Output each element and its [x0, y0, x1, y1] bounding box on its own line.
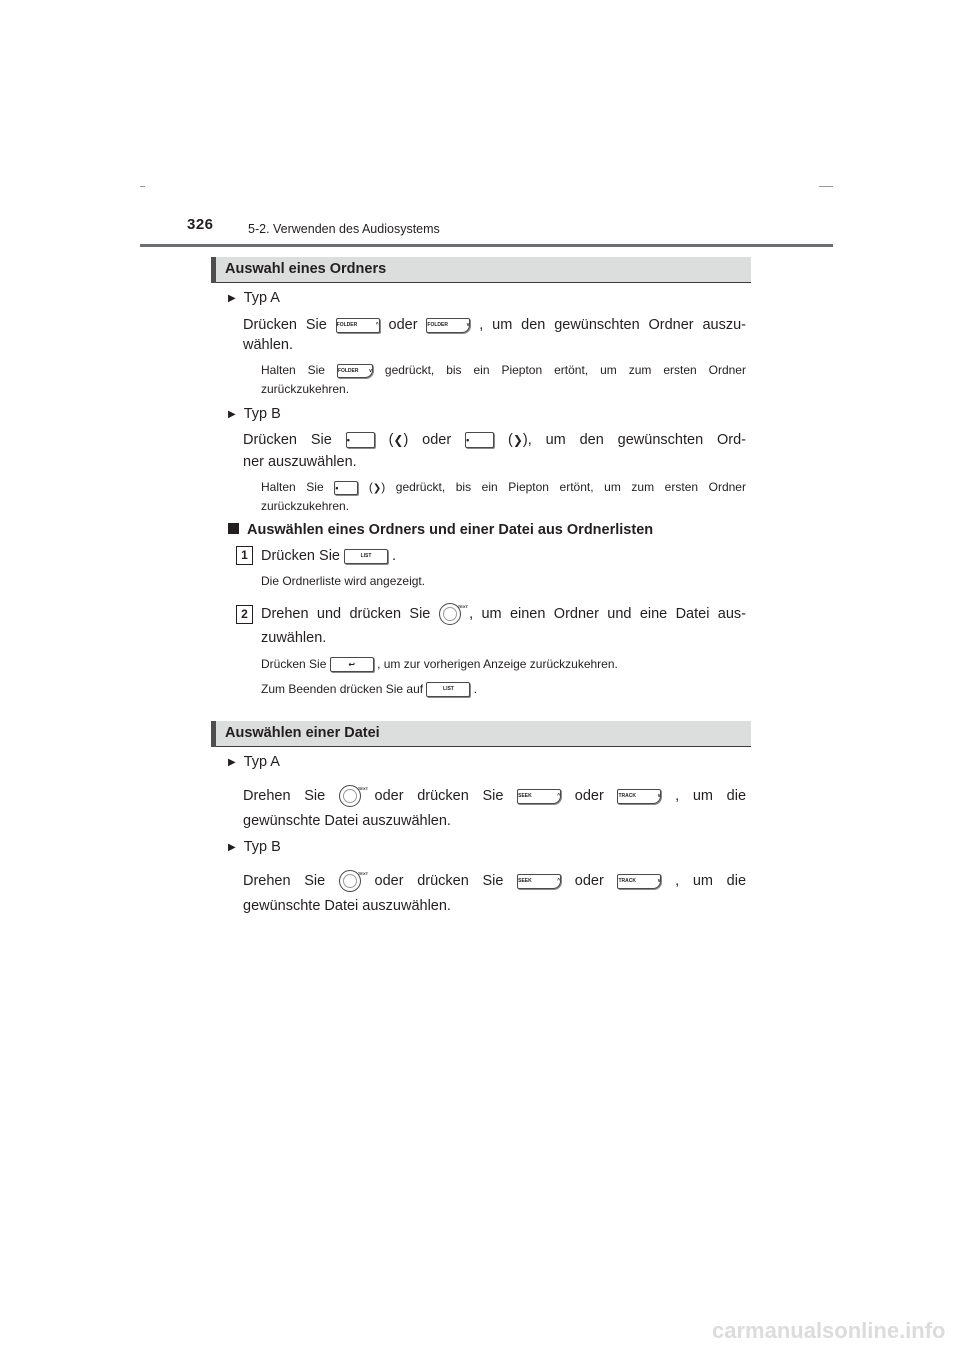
- subsection-title-list: Auswählen eines Ordners und einer Datei aus Ordnerlisten: [228, 522, 653, 538]
- chevron-right-icon: ❯: [512, 433, 523, 447]
- header-rule: [140, 244, 833, 247]
- chapter-title: 5-2. Verwenden des Audiosystems: [248, 222, 440, 236]
- track-button[interactable]: TRACK v: [617, 789, 661, 804]
- folder-type-a-note1: Halten Sie FOLDER v gedrückt, bis ein Piepton ertönt, um zum ersten Ordner: [261, 363, 746, 377]
- folder-type-a-line1: Drücken Sie FOLDER ^ oder FOLDER v , um den gewünschten Ordner auszu-: [243, 317, 747, 333]
- list-button[interactable]: LIST: [344, 549, 388, 564]
- type-a-label: ▶ Typ A: [228, 290, 280, 306]
- file-type-a-line1: Drehen Sie TEXT oder drücken Sie SEEK ^ oder TRACK v , um die: [243, 785, 746, 808]
- crop-mark-left: [140, 186, 145, 187]
- file-type-b-line1: Drehen Sie TEXT oder drücken Sie SEEK ^ oder TRACK v , um die: [243, 870, 746, 893]
- folder-up-button[interactable]: FOLDER ^: [336, 318, 380, 333]
- file-type-a-line2: gewünschte Datei auszuwählen.: [243, 813, 451, 829]
- end-note: Zum Beenden drücken Sie auf LIST .: [261, 682, 478, 696]
- file-type-b-label: ▶ Typ B: [228, 839, 281, 855]
- folder-down-button-small[interactable]: FOLDER v: [337, 364, 373, 378]
- folder-type-b-note2: zurückzukehren.: [261, 499, 350, 513]
- preset-button-right[interactable]: •: [465, 432, 494, 448]
- type-b-label: ▶ Typ B: [228, 406, 281, 422]
- folder-type-a-line2: wählen.: [243, 337, 293, 353]
- preset-button-right-small[interactable]: •: [334, 481, 358, 495]
- crop-mark-right: [819, 186, 833, 187]
- chevron-left-icon: ❮: [393, 433, 404, 447]
- step2-line2: zuwählen.: [261, 630, 327, 646]
- section-header-file: [211, 721, 751, 747]
- tune-knob[interactable]: TEXT: [339, 785, 361, 807]
- back-note: Drücken Sie ↩ , um zur vorherigen Anzeige zurückzukehren.: [261, 657, 618, 671]
- bullet-icon: ▶: [228, 293, 236, 304]
- folder-type-b-line1: Drücken Sie • (❮) oder • (❯), um den gewünschten Ord-: [243, 432, 747, 448]
- seek-button[interactable]: SEEK ^: [517, 789, 561, 804]
- folder-type-b-line2: ner auszuwählen.: [243, 454, 357, 470]
- section-bar: [211, 721, 216, 747]
- folder-type-b-note1: Halten Sie • (❯) gedrückt, bis ein Piepton ertönt, um zum ersten Ordner: [261, 480, 746, 494]
- section-bar: [211, 257, 216, 283]
- track-button[interactable]: TRACK v: [617, 874, 661, 889]
- section-title: Auswahl eines Ordners: [225, 261, 387, 277]
- chevron-right-icon: ❯: [372, 483, 382, 494]
- folder-type-a-note2: zurückzukehren.: [261, 382, 350, 396]
- file-type-b-line2: gewünschte Datei auszuwählen.: [243, 898, 451, 914]
- watermark: carmanualsonline.info: [712, 1318, 946, 1343]
- bullet-icon: ▶: [228, 757, 236, 768]
- tune-knob[interactable]: TEXT: [439, 603, 461, 625]
- file-type-a-label: ▶ Typ A: [228, 754, 280, 770]
- folder-down-button[interactable]: FOLDER v: [426, 318, 470, 333]
- bullet-icon: ▶: [228, 409, 236, 420]
- step-number-1: 1: [236, 546, 253, 565]
- step-number-2: 2: [236, 605, 253, 624]
- seek-button[interactable]: SEEK ^: [517, 874, 561, 889]
- square-bullet-icon: [228, 523, 239, 534]
- back-button[interactable]: ↩: [330, 657, 374, 672]
- step2-line1: Drehen und drücken Sie TEXT , um einen Ordner und eine Datei aus-: [261, 603, 746, 626]
- page-number: 326: [187, 216, 214, 233]
- list-button-small[interactable]: LIST: [426, 682, 470, 697]
- preset-button-left[interactable]: •: [346, 432, 375, 448]
- section-header-folder: [211, 257, 751, 283]
- step1-note: Die Ordnerliste wird angezeigt.: [261, 574, 426, 588]
- section-title: Auswählen einer Datei: [225, 725, 380, 741]
- tune-knob[interactable]: TEXT: [339, 870, 361, 892]
- step1-text: Drücken Sie LIST .: [261, 548, 397, 564]
- bullet-icon: ▶: [228, 842, 236, 853]
